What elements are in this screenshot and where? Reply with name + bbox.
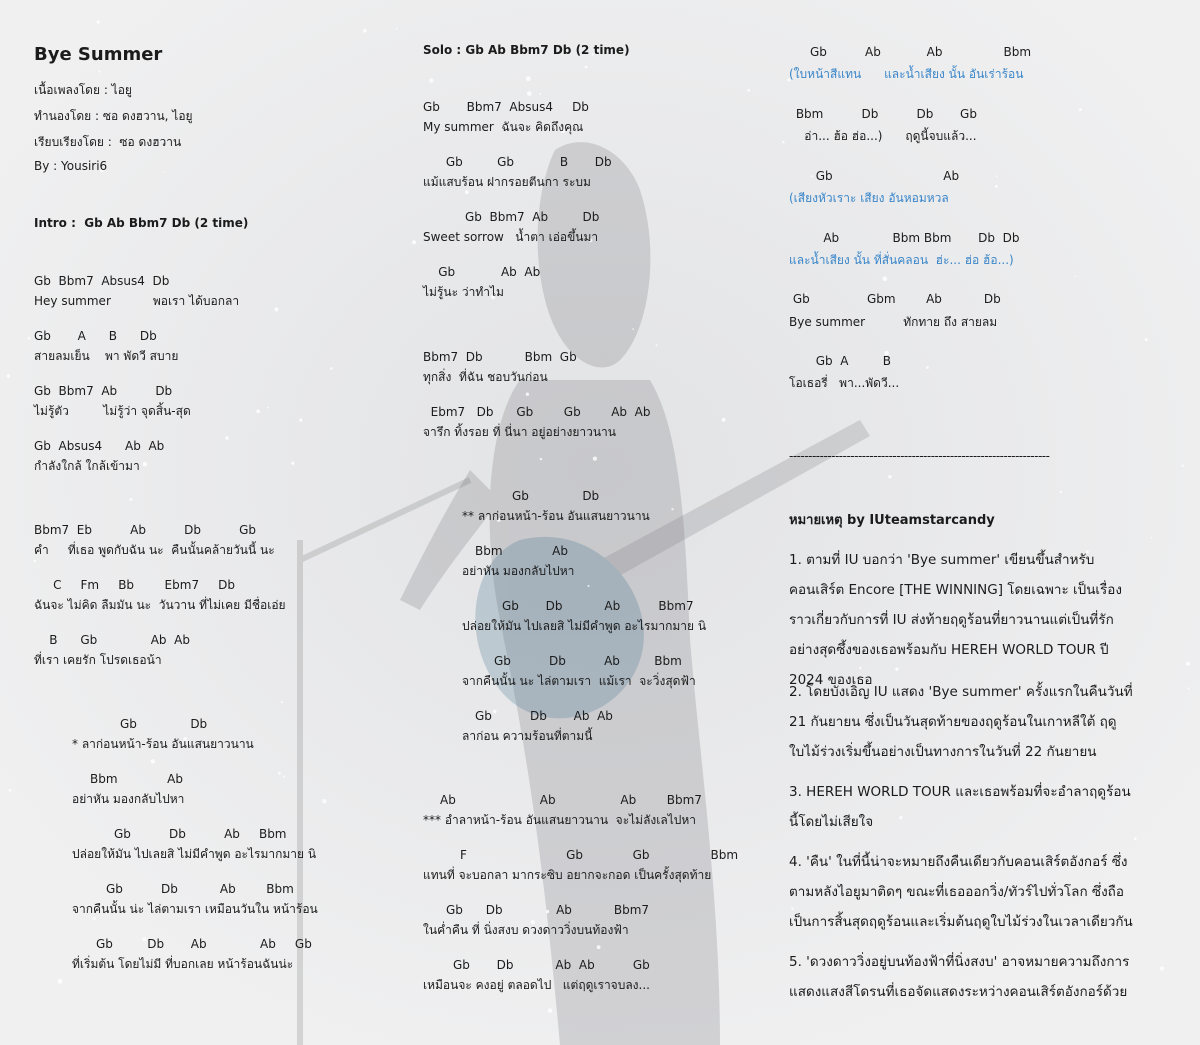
chord-line: Gb Db Ab Ab bbox=[475, 709, 613, 723]
lyric-line: ปล่อยให้มัน ไปเลยสิ ไม่มีคำพูด อะไรมากมาย นิ bbox=[462, 619, 707, 633]
note-4: 4. 'คืน' ในที่นี้น่าจะหมายถึงคืนเดียวกับคอนเสิร์ตอังกอร์ ซึ่งตามหลังไอยูมาติดๆ ขณะที่เธอออกวิ่ง/ทัวร์ไปทั่วโลก ซึ่งถือเป็นการสิ้นสุดฤดูร้อนและเริ่มต้นฤดูใบไม้ร่วงในเวลาเดียวกัน bbox=[789, 854, 1133, 930]
chord-line: Ebm7 Db Gb Gb Ab Ab bbox=[423, 405, 651, 419]
chord-line: F Gb Gb Bbm bbox=[460, 848, 739, 862]
lyric-line: ลาก่อน ความร้อนที่ตามนี้ bbox=[462, 729, 593, 743]
lyric-line: ปล่อยให้มัน ไปเลยสิ ไม่มีคำพูด อะไรมากมาย นิ bbox=[72, 847, 317, 861]
lyric-line: ไม่รู้นะ ว่าทำไม bbox=[423, 285, 504, 299]
chord-line: Gb Db Ab Bbm7 bbox=[446, 903, 650, 917]
chord-line: Gb Ab Ab bbox=[423, 265, 541, 279]
chord-line: Gb Db bbox=[512, 489, 600, 503]
chord-line: Gb Ab bbox=[789, 169, 960, 183]
intro-chords: Intro : Gb Ab Bbm7 Db (2 time) bbox=[34, 216, 249, 230]
lyric-line: ไม่รู้ตัว ไม่รู้ว่า จุดสิ้น-สุด bbox=[34, 404, 191, 418]
chord-line: Gb Gbm Ab Db bbox=[789, 292, 1001, 306]
composer-credit: ทำนองโดย : ซอ ดงฮวาน, ไอยู bbox=[34, 109, 193, 123]
author-credit: By : Yousiri6 bbox=[34, 159, 108, 173]
chord-line: Gb Db Ab Bbm bbox=[494, 654, 682, 668]
chord-line: Bbm Ab bbox=[475, 544, 568, 558]
lyric-line: ** ลาก่อนหน้า-ร้อน อันแสนยาวนาน bbox=[462, 509, 650, 523]
divider-line: -------------------------------------------------------------------- bbox=[789, 449, 1050, 463]
lyric-line: แม้แสบร้อน ฝากรอยตีนกา ระบม bbox=[423, 175, 591, 189]
lyric-line: แทนที่ จะบอกลา มากระซิบ อยากจะกอด เป็นครั้งสุดท้าย bbox=[423, 868, 712, 882]
chord-line: Gb Db bbox=[120, 717, 208, 731]
chord-line: Gb Bbm7 Ab Db bbox=[34, 384, 173, 398]
chord-line: Gb A B Db bbox=[34, 329, 157, 343]
note-1: 1. ตามที่ IU บอกว่า 'Bye summer' เขียนขึ้นสำหรับคอนเสิร์ต Encore [THE WINNING] โดยเฉพาะ เป็นเรื่องราวเกี่ยวกับการที่ IU ส่งท้ายฤดูร้อนที่ยาวนานแต่เป็นที่รักอย่างสุดซึ้งของเธอพร้อมกับ HEREH WORLD TOUR ปี 2024 ของเธอ bbox=[789, 552, 1122, 688]
chord-line: Gb Ab Ab Bbm bbox=[810, 45, 1032, 59]
lyric-line: Bye summer ทักทาย ถึง สายลม bbox=[789, 315, 998, 329]
lyric-line: สายลมเย็น พา พัดวี สบาย bbox=[34, 349, 179, 363]
lyric-line: * ลาก่อนหน้า-ร้อน อันแสนยาวนาน bbox=[72, 737, 254, 751]
lyric-line: จารึก ทิ้งรอย ที่ นี่นา อยู่อย่างยาวนาน bbox=[423, 425, 616, 439]
chord-line: Gb Bbm7 Absus4 Db bbox=[34, 274, 170, 288]
lyric-line: กำลังใกล้ ใกล้เข้ามา bbox=[34, 459, 140, 473]
lyric-line: Hey summer พอเรา ได้บอกลา bbox=[34, 294, 240, 308]
lyric-line: ที่เรา เคยรัก โปรดเธอน้า bbox=[34, 653, 162, 667]
lyric-line: ในค่ำคืน ที่ นิ่งสงบ ดวงดาววิ่งบนท้องฟ้า bbox=[423, 923, 629, 937]
lyric-line: *** อำลาหน้า-ร้อน อันแสนยาวนาน จะไม่ลังเลไปหา bbox=[423, 813, 697, 827]
lyric-line: ทุกสิ่ง ที่ฉัน ชอบวันก่อน bbox=[423, 370, 548, 384]
chord-line: C Fm Bb Ebm7 Db bbox=[34, 578, 236, 592]
solo-chords: Solo : Gb Ab Bbm7 Db (2 time) bbox=[423, 43, 630, 57]
lyric-line: อ่า... ฮ้อ ฮ่อ...) ฤดูนี้จบแล้ว... bbox=[789, 129, 977, 143]
chord-line: Gb Db Ab Bbm bbox=[114, 827, 287, 841]
chord-line: Ab Bbm Bbm Db Db bbox=[789, 231, 1020, 245]
lyric-line: อย่าหัน มองกลับไปหา bbox=[462, 564, 575, 578]
lyric-line: ที่เริ่มต้น โดยไม่มี ที่บอกเลย หน้าร้อนฉันน่ะ bbox=[72, 957, 294, 971]
chord-line: Bbm Ab bbox=[90, 772, 183, 786]
lyric-line: จากคืนนั้น นะ ไล่ตามเรา แม้เรา จะวิ่งสุดฟ้า bbox=[462, 674, 696, 688]
note-5: 5. 'ดวงดาววิ่งอยู่บนท้องฟ้าที่นิ่งสงบ' อาจหมายความถึงการแสดงแสงสีโดรนที่เธอจัดแสดงระหว่างคอนเสิร์ตอังกอร์ด้วย bbox=[789, 954, 1130, 1000]
chord-line: Gb Gb B Db bbox=[423, 155, 612, 169]
lyric-line: โอเธอรี่ พา...พัดวี... bbox=[789, 376, 900, 390]
lyric-line-blue: (เสียงหัวเราะ เสียง อันหอมหวล bbox=[789, 191, 949, 205]
chord-line: Gb Db Ab Bbm bbox=[106, 882, 294, 896]
chord-line: Bbm Db Db Gb bbox=[792, 107, 977, 121]
arranger-credit: เรียบเรียงโดย : ซอ ดงฮวาน bbox=[34, 135, 182, 149]
notes-title: หมายเหตุ by IUteamstarcandy bbox=[789, 513, 995, 528]
chord-line: Bbm7 Db Bbm Gb bbox=[423, 350, 577, 364]
note-2: 2. โดยบังเอิญ IU แสดง 'Bye summer' ครั้งแรกในคืนวันที่ 21 กันยายน ซึ่งเป็นวันสุดท้ายของฤดูร้อนในเกาหลีใต้ ฤดูใบไม้ร่วงเริ่มขึ้นอย่างเป็นทางการในวันที่ 22 กันยายน bbox=[789, 684, 1133, 760]
lyric-line-blue: (ใบหน้าสีแทน และน้ำเสียง นั้น อันเร่าร้อน bbox=[789, 67, 1024, 81]
chord-line: Gb Bbm7 Absus4 Db bbox=[423, 100, 589, 114]
chord-line: Gb Db Ab Ab Gb bbox=[96, 937, 312, 951]
lyric-line: อย่าหัน มองกลับไปหา bbox=[72, 792, 185, 806]
note-3: 3. HEREH WORLD TOUR และเธอพร้อมที่จะอำลาฤดูร้อนนี้โดยไม่เสียใจ bbox=[789, 784, 1131, 830]
chord-line: Gb Bbm7 Ab Db bbox=[423, 210, 600, 224]
lyric-line: My summer ฉันจะ คิดถึงคุณ bbox=[423, 120, 584, 134]
lyric-line-blue: และน้ำเสียง นั้น ที่สั่นคลอน ฮ่ะ... ฮ่อ ฮ้อ...) bbox=[789, 253, 1014, 267]
lyric-line: คำ ที่เธอ พูดกับฉัน นะ คืนนั้นคล้ายวันนี้ นะ bbox=[34, 543, 275, 557]
lyric-line: Sweet sorrow น้ำตา เอ่อขึ้นมา bbox=[423, 230, 599, 244]
chord-line: Gb Db Ab Ab Gb bbox=[453, 958, 650, 972]
lyric-line: จากคืนนั้น น่ะ ไล่ตามเรา เหมือนวันใน หน้าร้อน bbox=[72, 902, 318, 916]
chord-line: B Gb Ab Ab bbox=[34, 633, 190, 647]
chord-line: Gb Absus4 Ab Ab bbox=[34, 439, 165, 453]
chord-line: Ab Ab Ab Bbm7 bbox=[440, 793, 702, 807]
lyric-line: ฉันจะ ไม่คิด ลืมมัน นะ วันวาน ที่ไม่เคย มีชื่อเอ่ย bbox=[34, 598, 286, 612]
chord-line: Gb Db Ab Bbm7 bbox=[502, 599, 694, 613]
chord-line: Gb A B bbox=[789, 354, 892, 368]
chord-line: Bbm7 Eb Ab Db Gb bbox=[34, 523, 257, 537]
lyricist-credit: เนื้อเพลงโดย : ไอยู bbox=[34, 83, 132, 97]
lyric-line: เหมือนจะ คงอยู่ ตลอดไป แต่ฤดูเราจบลง... bbox=[423, 978, 650, 992]
song-title: Bye Summer bbox=[34, 44, 163, 65]
